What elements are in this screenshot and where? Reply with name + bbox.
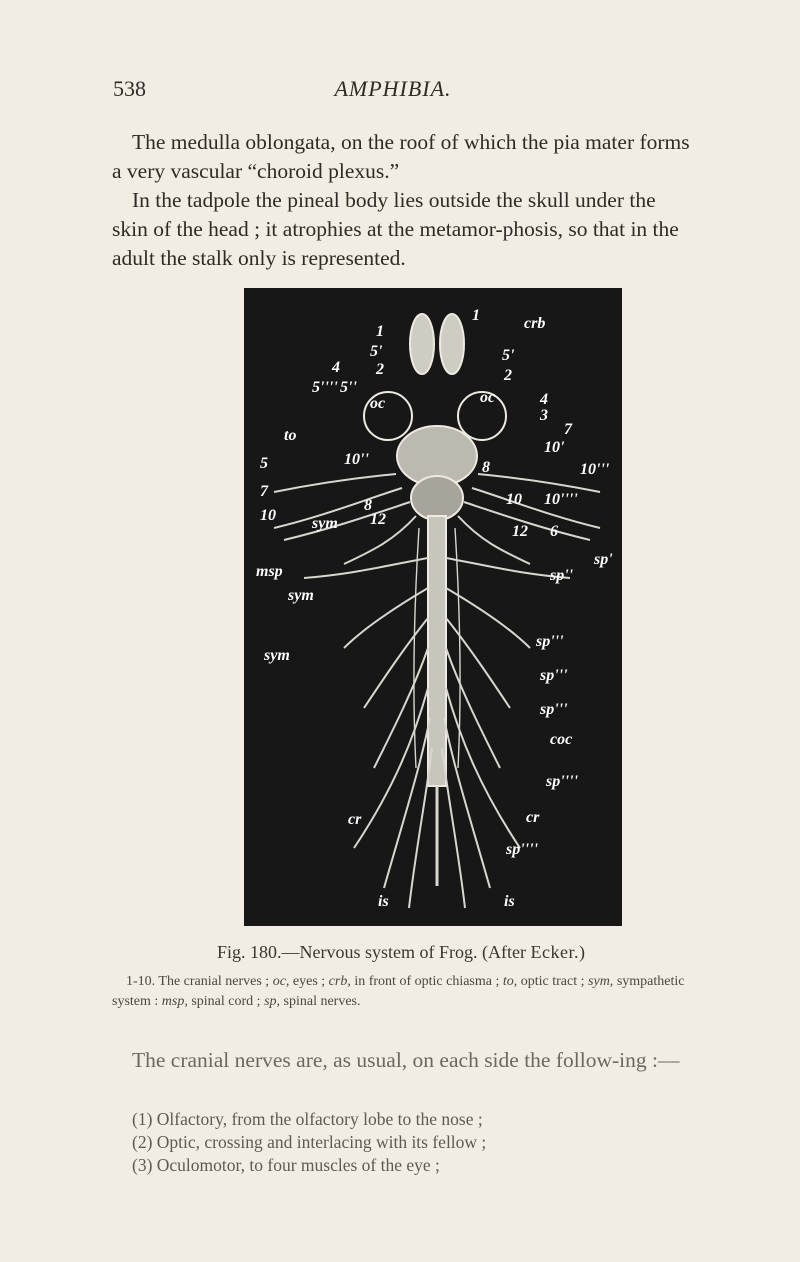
legend-abbrev: sym, bbox=[588, 974, 614, 989]
legend-abbrev: sp, bbox=[264, 994, 281, 1009]
label-sp-triple-prime-b: sp''' bbox=[540, 667, 568, 684]
list-item bbox=[132, 1131, 486, 1154]
label-5-prime-a: 5' bbox=[370, 343, 383, 360]
caption-text: Fig. 180.—Nervous system of Frog. (After bbox=[217, 942, 526, 962]
label-cr-left: cr bbox=[348, 811, 362, 828]
label-sym-2: sym bbox=[288, 587, 314, 604]
label-6: 6 bbox=[550, 523, 558, 540]
label-8a: 8 bbox=[364, 497, 372, 514]
label-is-left: is bbox=[378, 893, 389, 910]
page-header bbox=[113, 76, 673, 106]
label-10-triple-prime: 10''' bbox=[580, 461, 610, 478]
label-5c: 5'''' bbox=[312, 379, 338, 396]
label-10-quad-prime: 10'''' bbox=[544, 491, 578, 508]
label-to: to bbox=[284, 427, 297, 444]
legend-part: spinal cord ; bbox=[191, 994, 261, 1009]
label-2a: 2 bbox=[376, 361, 384, 378]
list-item bbox=[132, 1108, 486, 1131]
label-sp-triple-prime-c: sp''' bbox=[540, 701, 568, 718]
label-msp: msp bbox=[256, 563, 283, 580]
label-sp-prime: sp' bbox=[594, 551, 613, 568]
legend-abbrev: to, bbox=[502, 974, 518, 989]
label-sym-3: sym bbox=[264, 647, 290, 664]
paragraph-medulla: The medulla oblongata, on the roof of which the pia mater forms a very vascular “choroid plexus.” bbox=[112, 130, 690, 183]
label-12a: 12 bbox=[370, 511, 386, 528]
label-8b: 8 bbox=[482, 459, 490, 476]
frog-nervous-system-figure bbox=[244, 288, 622, 926]
label-cr-right: cr bbox=[526, 809, 540, 826]
label-sp-quad-prime-a: sp'''' bbox=[546, 773, 579, 790]
label-5: 5 bbox=[260, 455, 268, 472]
list-item bbox=[132, 1154, 486, 1177]
list-text: Optic, crossing and interlacing with its fellow ; bbox=[156, 1132, 487, 1152]
caption-author: Ecker. bbox=[530, 942, 579, 962]
label-10b: 10 bbox=[260, 507, 276, 524]
figure-illustration bbox=[244, 288, 622, 926]
legend-part: spinal nerves. bbox=[283, 994, 361, 1009]
label-12b: 12 bbox=[512, 523, 528, 540]
list-number: (1) bbox=[132, 1109, 153, 1129]
label-sp-double-prime: sp'' bbox=[550, 567, 574, 584]
list-text: Olfactory, from the olfactory lobe to the nose ; bbox=[156, 1109, 483, 1129]
paragraph-cranial-nerves: The cranial nerves are, as usual, on each side the follow-ing :— bbox=[132, 1048, 680, 1072]
caption-suffix: ) bbox=[578, 942, 585, 962]
cranial-nerve-list bbox=[132, 1108, 486, 1177]
list-number: (2) bbox=[132, 1132, 153, 1152]
label-oc-right: oc bbox=[480, 389, 496, 406]
label-3: 3 bbox=[540, 407, 548, 424]
list-number: (3) bbox=[132, 1155, 153, 1175]
label-10: 10 bbox=[506, 491, 522, 508]
legend-abbrev: crb, bbox=[328, 974, 351, 989]
label-4b: 4 bbox=[540, 391, 548, 408]
figure-legend bbox=[112, 972, 690, 1012]
label-10-prime: 10' bbox=[544, 439, 565, 456]
label-2b: 2 bbox=[504, 367, 512, 384]
label-5d: 5'' bbox=[340, 379, 357, 396]
legend-part: eyes ; bbox=[292, 974, 326, 989]
label-10-double-prime: 10'' bbox=[344, 451, 369, 468]
label-sym-1: sym bbox=[312, 515, 338, 532]
label-coc: coc bbox=[550, 731, 573, 748]
label-5-prime-b: 5' bbox=[502, 347, 515, 364]
running-head: AMPHIBIA. bbox=[334, 76, 452, 101]
label-oc-left: oc bbox=[370, 395, 386, 412]
list-text: Oculomotor, to four muscles of the eye ; bbox=[156, 1155, 440, 1175]
legend-part: sympathetic system : bbox=[112, 974, 685, 1009]
label-sp-quad-prime-b: sp'''' bbox=[506, 841, 539, 858]
legend-abbrev: oc, bbox=[272, 974, 290, 989]
legend-abbrev: msp, bbox=[161, 994, 188, 1009]
label-is-right: is bbox=[504, 893, 515, 910]
paragraph-pineal: In the tadpole the pineal body lies outside the skull under the skin of the head ; it atrophies at the metamor-phosis, so that in the adult the stalk only is represented. bbox=[112, 188, 679, 270]
page-number: 538 bbox=[113, 76, 146, 101]
label-sp-triple-prime-a: sp''' bbox=[536, 633, 564, 650]
label-1: 1 bbox=[376, 323, 384, 340]
label-1b: 1 bbox=[472, 307, 480, 324]
figure-caption bbox=[112, 942, 690, 963]
label-4: 4 bbox=[332, 359, 340, 376]
label-crb: crb bbox=[524, 315, 546, 332]
legend-part: optic tract ; bbox=[520, 974, 585, 989]
label-7: 7 bbox=[564, 421, 572, 438]
legend-part: in front of optic chiasma ; bbox=[354, 974, 500, 989]
legend-part: 1-10. The cranial nerves ; bbox=[126, 974, 270, 989]
label-7b: 7 bbox=[260, 483, 268, 500]
